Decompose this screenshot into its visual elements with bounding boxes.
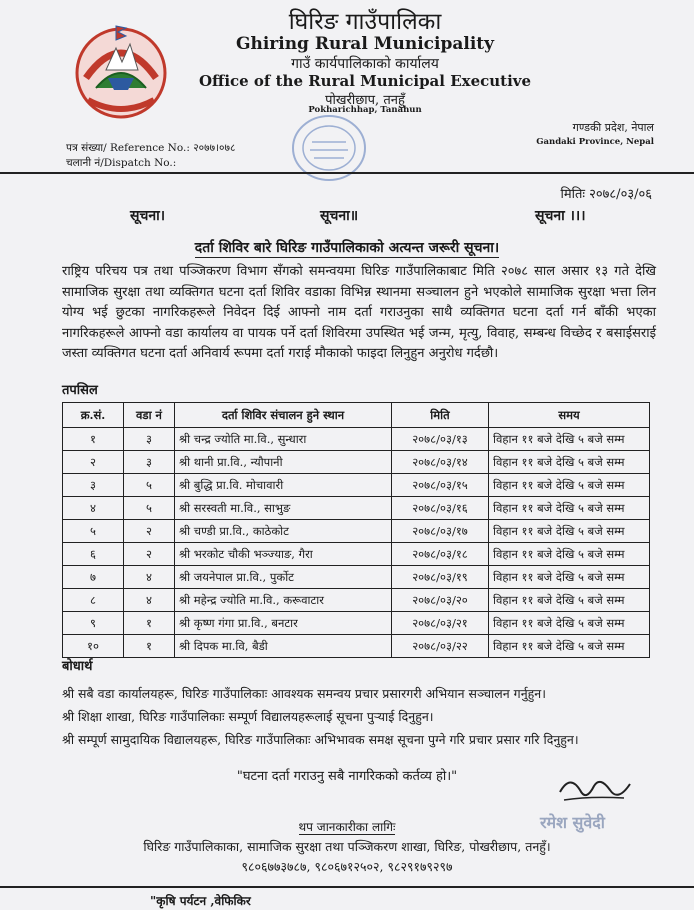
table-row [63, 566, 650, 589]
cell-ward: ४ [124, 566, 175, 589]
cell-ward: ३ [124, 428, 175, 451]
cell-ward: २ [124, 520, 175, 543]
camp-schedule-table [62, 402, 650, 658]
cell-date: २०७८/०३/१५ [392, 474, 489, 497]
signatory-name: रमेश सुवेदी [540, 813, 605, 832]
cell-location: श्री थानी प्रा.वि., न्यौपानी [175, 451, 392, 474]
cell-date: २०७८/०३/२२ [392, 635, 489, 658]
slogan: "घटना दर्ता गराउनु सबै नागरिकको कर्तव्य हो।" [236, 769, 458, 784]
cell-serial: ९ [63, 612, 124, 635]
address-en: Pokharichhap, Tanahun [308, 105, 422, 115]
table-row [63, 497, 650, 520]
footer-slogan: "कृषि पर्यटन ,वेफिकिर [150, 894, 251, 908]
cc-list [62, 682, 662, 751]
table-header-row [63, 403, 650, 428]
col-ward: वडा नं [124, 403, 175, 428]
cell-location: श्री बुद्धि प्रा.वि. मोचावारी [175, 474, 392, 497]
cell-serial: २ [63, 451, 124, 474]
contact-phones: ९८०६७७३७८७, ९८०६७१२५०२, ९८२९१७९२९७ [241, 859, 453, 874]
cell-location: श्री कृष्ण गंगा प्रा.वि., बनटार [175, 612, 392, 635]
cell-time: विहान ११ बजे देखि ५ बजे सम्म [489, 566, 650, 589]
cc-line: श्री सम्पूर्ण सामुदायिक विद्यालयहरू, घिरिङ गाउँपालिकाः अभिभावक समक्ष सूचना पुग्ने गरि प्रचार प्रसार गरि दिनुहुन। [62, 732, 579, 747]
dispatch-number: चलानी नं/Dispatch No.: [66, 157, 177, 169]
cell-serial: ४ [63, 497, 124, 520]
notice-date: मितिः २०७८/०३/०६ [560, 187, 652, 202]
cell-serial: १० [63, 635, 124, 658]
cell-location: श्री दिपक मा.वि, बैडी [175, 635, 392, 658]
cell-time: विहान ११ बजे देखि ५ बजे सम्म [489, 428, 650, 451]
cc-heading: बोधार्थ [62, 659, 93, 674]
cell-time: विहान ११ बजे देखि ५ बजे सम्म [489, 635, 650, 658]
footer-divider [0, 886, 694, 888]
cell-ward: २ [124, 543, 175, 566]
cell-location: श्री भरकोट चौकी भञ्ज्याङ, गैरा [175, 543, 392, 566]
table-row [63, 612, 650, 635]
reference-number: पत्र संख्या/ Reference No.: २०७७।०७८ [66, 142, 236, 154]
cell-location: श्री महेन्द्र ज्योति मा.वि., करूवाटार [175, 589, 392, 612]
col-time: समय [489, 403, 650, 428]
table-row [63, 474, 650, 497]
header-divider [0, 172, 694, 174]
cell-ward: ४ [124, 589, 175, 612]
cell-serial: ३ [63, 474, 124, 497]
contact-info-title-text: थप जानकारीका लागिः [298, 820, 396, 834]
cell-serial: ७ [63, 566, 124, 589]
cell-location: श्री चन्द्र ज्योति मा.वि., सुन्धारा [175, 428, 392, 451]
municipality-name-en: Ghiring Rural Municipality [235, 34, 495, 54]
table-row [63, 520, 650, 543]
cc-line: श्री सबै वडा कार्यालयहरू, घिरिङ गाउँपालिकाः आवश्यक समन्वय प्रचार प्रसारगरी अभियान सञ्चालन गर्नुहुन। [62, 686, 546, 701]
cell-ward: १ [124, 635, 175, 658]
cell-date: २०७८/०३/१६ [392, 497, 489, 520]
table-row [63, 589, 650, 612]
cell-time: विहान ११ बजे देखि ५ बजे सम्म [489, 543, 650, 566]
cell-date: २०७८/०३/१३ [392, 428, 489, 451]
notice-label-3: सूचना ।।। [535, 208, 586, 224]
cell-time: विहान ११ बजे देखि ५ बजे सम्म [489, 497, 650, 520]
cell-time: विहान ११ बजे देखि ५ बजे सम्म [489, 451, 650, 474]
cell-time: विहान ११ बजे देखि ५ बजे सम्म [489, 474, 650, 497]
cell-serial: १ [63, 428, 124, 451]
contact-info-line: घिरिङ गाउँपालिकाका, सामाजिक सुरक्षा तथा पञ्जिकरण शाखा, घिरिङ, पोखरीछाप, तनहुँ। [143, 839, 551, 854]
table-row [63, 635, 650, 658]
province-en: Gandaki Province, Nepal [536, 137, 654, 147]
cell-date: २०७८/०३/१९ [392, 566, 489, 589]
cc-line: श्री शिक्षा शाखा, घिरिङ गाउँपालिकाः सम्पूर्ण विद्यालयहरूलाई सूचना पुऱ्याई दिनुहुन। [62, 709, 434, 724]
col-date: मिति [392, 403, 489, 428]
cell-ward: ५ [124, 497, 175, 520]
cell-time: विहान ११ बजे देखि ५ बजे सम्म [489, 520, 650, 543]
table-row [63, 451, 650, 474]
col-serial: क्र.सं. [63, 403, 124, 428]
municipality-name-np: घिरिङ गाउँपालिका [288, 9, 442, 35]
cell-time: विहान ११ बजे देखि ५ बजे सम्म [489, 589, 650, 612]
office-name-np: गाउँ कार्यपालिकाको कार्यालय [291, 56, 439, 72]
province-np: गण्डकी प्रदेश, नेपाल [572, 121, 654, 134]
cell-location: श्री चण्डी प्रा.वि., काठेकोट [175, 520, 392, 543]
cell-date: २०७८/०३/१४ [392, 451, 489, 474]
notice-label-1: सूचना। [130, 208, 166, 224]
table-row [63, 543, 650, 566]
notice-body: राष्ट्रिय परिचय पत्र तथा पञ्जिकरण विभाग सँगको समन्वयमा घिरिङ गाउँपालिकाबाट मिति २०७८ साल असार १३ गते देखि सामाजिक सुरक्षा तथा व्यक्तिगत घटना दर्ता शिविर वडाका विभिन्न स्थानमा सञ्चालन हुने भएकोले सामाजिक सुरक्षा भत्ता लिन योग्य भई छुटका नागरिकहरूले निवेदन दिई आफ्नो नाम दर्ता गराउनुका साथै व्यक्तिगत घटना दर्ता गर्न बाँकी भएका नागरिकहरूले आफ्नो वडा कार्यालय वा पायक पर्ने दर्ता शिविरमा उपस्थित भई जन्म, मृत्यु, विवाह, सम्बन्ध विच्छेद र बसाईसराई जस्ता व्यक्तिगत घटना दर्ता अनिवार्य रूपमा दर्ता गराई मौकाको फाइदा लिनुहुन अनुरोध गर्दछौ। [62, 264, 656, 361]
contact-info-title [0, 818, 694, 835]
cell-date: २०७८/०३/२० [392, 589, 489, 612]
cell-serial: ८ [63, 589, 124, 612]
notice-subject [0, 238, 694, 257]
cell-time: विहान ११ बजे देखि ५ बजे सम्म [489, 612, 650, 635]
details-heading: तपसिल [62, 383, 98, 398]
cell-date: २०७८/०३/१८ [392, 543, 489, 566]
cell-date: २०७८/०३/१७ [392, 520, 489, 543]
col-location: दर्ता शिविर संचालन हुने स्थान [175, 403, 392, 428]
address-np: पोखरीछाप, तनहुँ [325, 93, 405, 108]
cell-serial: ५ [63, 520, 124, 543]
table-row [63, 428, 650, 451]
cell-ward: ३ [124, 451, 175, 474]
office-name-en: Office of the Rural Municipal Executive [198, 72, 532, 90]
notice-label-2: सूचना॥ [320, 208, 359, 224]
cell-ward: ५ [124, 474, 175, 497]
cell-serial: ६ [63, 543, 124, 566]
notice-subject-text: दर्ता शिविर बारे घिरिङ गाउँपालिकाको अत्यन्त जरूरी सूचना। [194, 240, 500, 256]
cell-date: २०७८/०३/२१ [392, 612, 489, 635]
cell-location: श्री सरस्वती मा.वि., साभुङ [175, 497, 392, 520]
cell-ward: १ [124, 612, 175, 635]
cell-location: श्री जयनेपाल प्रा.वि., पुर्कोट [175, 566, 392, 589]
